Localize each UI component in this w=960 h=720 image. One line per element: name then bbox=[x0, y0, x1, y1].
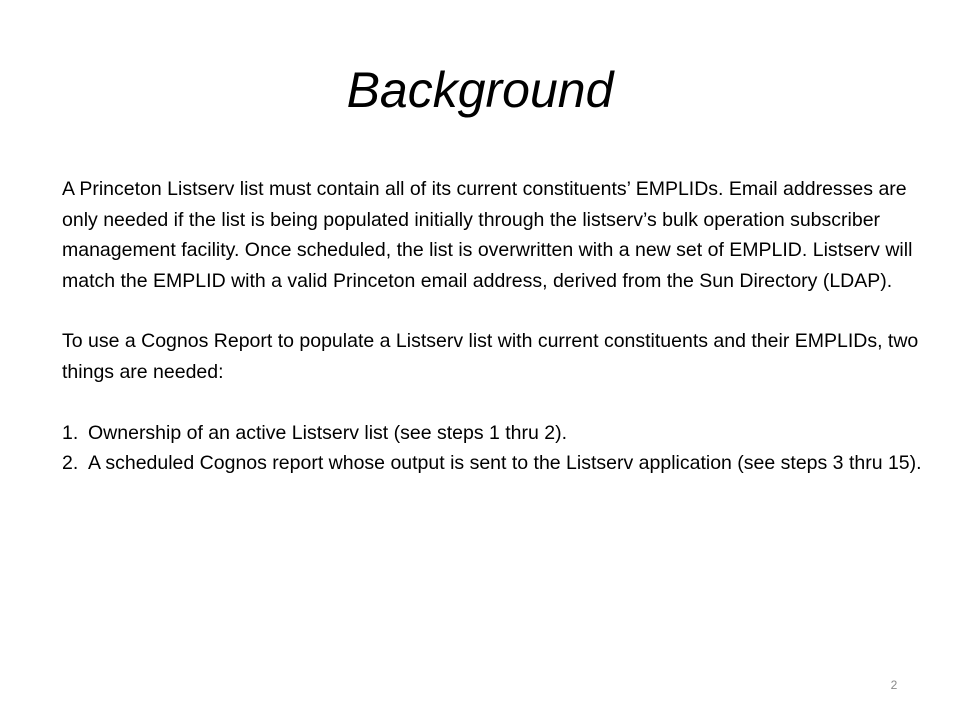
slide-body bbox=[62, 174, 928, 479]
list-item bbox=[62, 418, 928, 449]
intro-paragraph: A Princeton Listserv list must contain all of its current constituents’ EMPLIDs. Email addresses are only needed if the list is being populated initially through the listserv’s bulk operation subscriber management facility. Once scheduled, the list is overwritten with a new set of EMPLID. Listserv will match the EMPLID with a valid Princeton email address, derived from the Sun Directory (LDAP). bbox=[62, 178, 913, 292]
steps-list bbox=[62, 418, 928, 479]
step-number: 1. bbox=[62, 421, 79, 444]
step-number: 2. bbox=[62, 452, 79, 475]
list-item bbox=[62, 448, 928, 479]
page-number: 2 bbox=[890, 678, 898, 692]
step-text: Ownership of an active Listserv list (see steps 1 thru 2). bbox=[88, 421, 568, 444]
requirements-paragraph: To use a Cognos Report to populate a Listserv list with current constituents and their EMPLIDs, two things are needed: bbox=[62, 330, 919, 383]
step-text: A scheduled Cognos report whose output is sent to the Listserv application (see steps 3 thru 15). bbox=[88, 452, 922, 475]
slide-title: Background bbox=[346, 62, 614, 118]
